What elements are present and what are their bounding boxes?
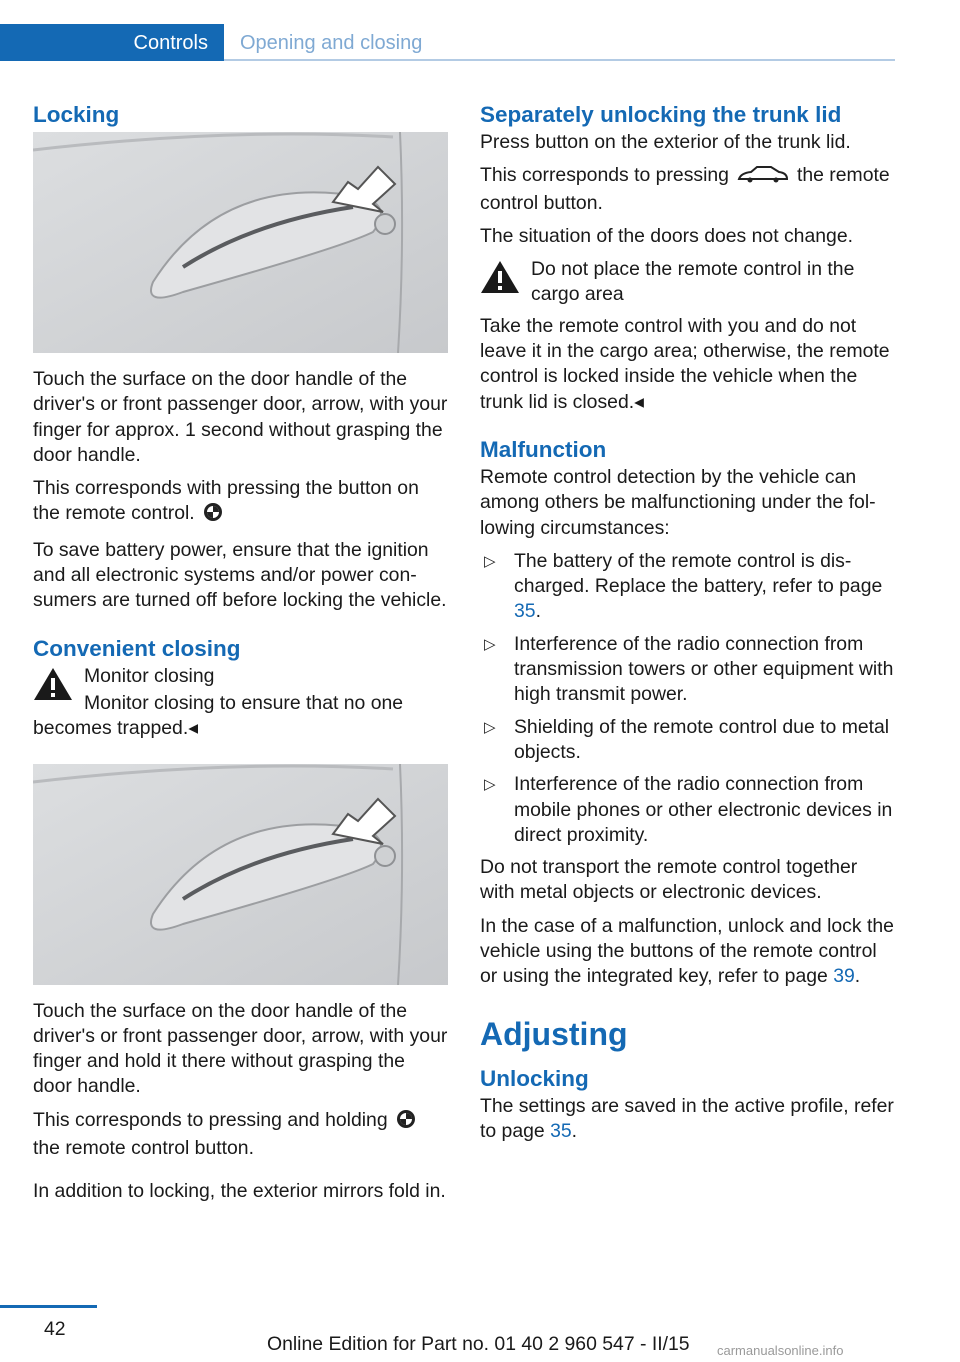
subsection-label: Opening and closing: [240, 32, 423, 54]
bullet-triangle-icon: ▷: [484, 718, 496, 736]
bmw-logo-icon: [396, 1109, 416, 1136]
locking-para-3: To save battery power, ensure that the ignition and all electronic systems and/or power consumers are turned off before locking the vehicle.: [33, 538, 447, 612]
cargo-warning-title: Do not place the remote control in the cargo area: [531, 258, 855, 306]
bullet-triangle-icon: ▷: [484, 552, 496, 570]
convenient-para-1: Touch the surface on the door handle of the driver's or front passenger door, arrow, with your finger and hold it there without grasping the door handle.: [33, 999, 448, 1098]
section-label: Controls: [133, 32, 208, 54]
list-item: ▷ Shielding of the remote control due to metal objects.: [484, 715, 890, 763]
header-rule: [224, 59, 895, 61]
locking-para-1: Touch the surface on the door handle of the driver's or front passenger door, arrow, with your finger for approx. 1 second without grasping the door handle.: [33, 368, 448, 466]
watermark: carmanualsonline.info: [717, 1343, 844, 1358]
locking-heading: Locking: [33, 102, 120, 127]
page-header: [0, 24, 895, 62]
door-handle-image-1: [33, 132, 448, 353]
bullet-triangle-icon: ▷: [484, 635, 496, 653]
warning-triangle-icon: [480, 259, 520, 295]
unlocking-para: The settings are saved in the active profile, refer to page 35.: [480, 1094, 894, 1142]
page-link[interactable]: 35: [514, 600, 536, 623]
list-item: ▷ Interference of the radio connection from mobile phones or other electronic devices in direct proximity.: [484, 773, 893, 846]
trunk-heading: Separately unlocking the trunk lid: [480, 102, 842, 127]
list-item: ▷ Interference of the radio connection from transmission towers or other equipment with high transmit power.: [484, 632, 894, 706]
unlocking-heading: Unlocking: [480, 1065, 589, 1091]
footer-rule: [0, 1305, 97, 1308]
page-link[interactable]: 39: [833, 965, 855, 988]
malfunction-heading: Malfunction: [480, 436, 607, 462]
section-tab: [0, 24, 224, 61]
convenient-para-3: In addition to locking, the exterior mirrors fold in.: [33, 1180, 446, 1203]
left-column: [33, 100, 448, 1213]
list-item: ▷ The battery of the remote control is discharged. Replace the battery, refer to page 35.: [484, 549, 883, 623]
warning-triangle-icon: [33, 666, 73, 702]
convenient-para-2: This corresponds to pressing and holding the remote control button.: [33, 1108, 448, 1162]
convenient-closing-heading: Convenient closing: [33, 635, 241, 661]
bmw-logo-icon: [203, 502, 223, 529]
locking-para-2: This corresponds with pressing the button on the remote control.: [33, 476, 448, 530]
door-handle-image-2: [33, 764, 448, 985]
right-column: [480, 100, 895, 1152]
warning-title: Monitor closing: [84, 664, 215, 687]
malfunction-para-3: In the case of a malfunction, unlock and lock the vehicle using the buttons of the remote control or using the integrated key, refer to page 39.: [480, 914, 894, 988]
trunk-para-3: The situation of the doors does not change.: [480, 224, 853, 247]
bullet-triangle-icon: ▷: [484, 776, 496, 794]
malfunction-para-2: Do not transport the remote control together with metal objects or electronic devices.: [480, 856, 858, 904]
malfunction-intro: Remote control detection by the vehicle can among others be malfunctioning under the following circumstances:: [480, 465, 876, 539]
warning-body: Monitor closing to ensure that no one: [84, 691, 404, 714]
trunk-para-2: This corresponds to pressing the remote control button.: [480, 164, 890, 214]
page-number: 42: [44, 1318, 66, 1340]
warning-body-cont: becomes trapped.◂: [33, 717, 198, 740]
cargo-area-warning: [480, 257, 895, 308]
cargo-warning-body: Take the remote control with you and do not leave it in the cargo area; otherwise, the remote control is locked inside the vehicle when the trunk lid is closed.◂: [480, 314, 890, 413]
edition-note: Online Edition for Part no. 01 40 2 960 547 - II/15: [267, 1333, 690, 1355]
malfunction-list: [480, 549, 895, 848]
page-link[interactable]: 35: [550, 1119, 572, 1142]
car-trunk-icon: [737, 165, 789, 190]
trunk-para-1: Press button on the exterior of the trunk lid.: [480, 131, 851, 153]
monitor-closing-warning: [33, 664, 448, 717]
adjusting-heading: Adjusting: [480, 1015, 628, 1052]
